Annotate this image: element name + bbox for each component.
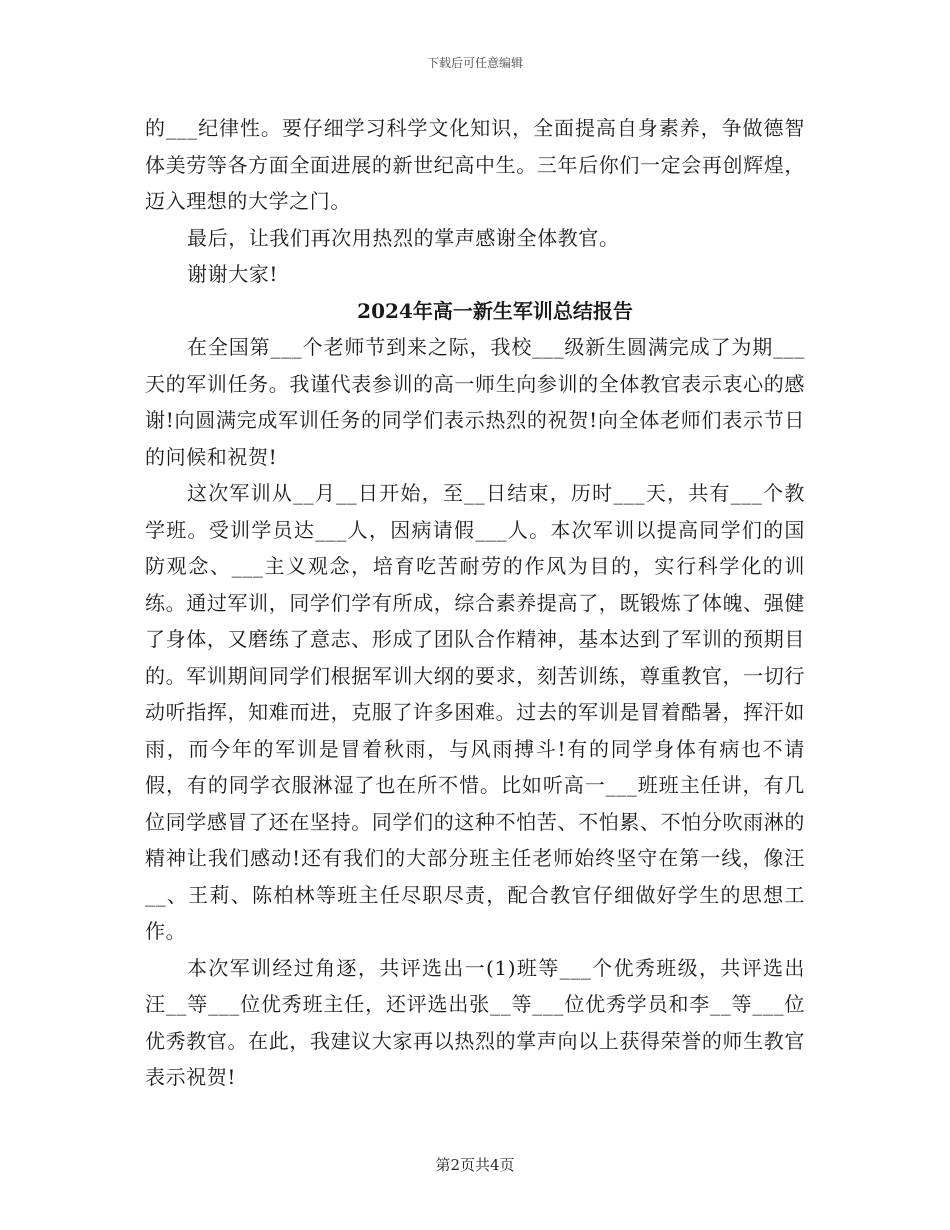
paragraph-closing-thanks: 最后，让我们再次用热烈的掌声感谢全体教官。 (187, 225, 620, 250)
paragraph-training-summary: 这次军训从__月__日开始，至__日结束，历时___天，共有___个教学班。受训学员达___人，因病请假___人。本次军训以提高同学们的国防观念、___主义观念，培育吃苦耐劳的作风为目的，实行科学化的训练。通过军训，同学们学有所成，综合素养提高了，既锻炼了体魄、强健了身体，又磨练了意志、形成了团队合作精神，基本达到了军训的预期目的。军训期间同学们根据军训大纲的要求，刻苦训练，尊重教官，一切行动听指挥，知难而进，克服了许多困难。过去的军训是冒着酷暑，挥汗如雨，而今年的军训是冒着秋雨，与风雨搏斗!有的同学身体有病也不请假，有的同学衣服淋湿了也在所不惜。比如听高一___班班主任讲，有几位同学感冒了还在坚持。同学们的这种不怕苦、不怕累、不怕分吹雨淋的精神让我们感动!还有我们的大部分班主任老师始终坚守在第一线，像汪__、王莉、陈柏林等班主任尽职尽责，配合教官仔细做好学生的思想工作。 (145, 481, 805, 943)
header-note: 下载后可任意编辑 (426, 56, 523, 70)
paragraph-awards: 本次军训经过角逐，共评选出一(1)班等___个优秀班级，共评选出汪__等___位优秀班主任，还评选出张__等___位优秀学员和李__等___位优秀教官。在此，我建议大家再以热烈的掌声向以上获得荣誉的师生教官表示祝贺! (145, 955, 805, 1089)
report-title: 2024年高一新生军训总结报告 (357, 298, 633, 323)
page-number: 第2页共4页 (435, 1156, 515, 1174)
paragraph-continued: 的___纪律性。要仔细学习科学文化知识，全面提高自身素养，争做德智体美劳等各方面全面进展的新世纪高中生。三年后你们一定会再创辉煌，迈入理想的大学之门。 (145, 116, 805, 213)
document-body (145, 110, 805, 1096)
paragraph-intro: 在全国第___个老师节到来之际，我校___级新生圆满完成了为期___天的军训任务。我谨代表参训的高一师生向参训的全体教官表示衷心的感谢!向圆满完成军训任务的同学们表示热烈的祝贺!向全体老师们表示节日的问候和祝贺! (145, 335, 805, 469)
paragraph-thank-you: 谢谢大家! (187, 262, 279, 286)
